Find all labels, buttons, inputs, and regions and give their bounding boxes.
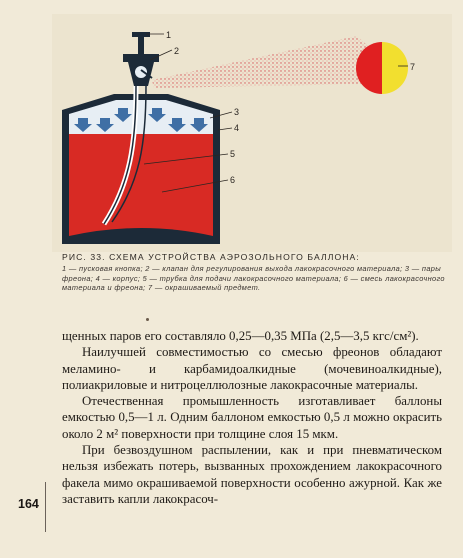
callout-2: 2 [174,46,180,56]
callout-5: 5 [230,149,236,159]
actuator-button [123,32,159,86]
callout-1: 1 [166,30,172,40]
paragraph: При безвоздушном распылении, как и при пневматическом нельзя избежать потерь, вызванных прохождением лакокрасочного факела мимо окрашиваемой поверхности особенно ажурной. Как же заставить капли лакокрасоч- [62,443,442,506]
spray-plume [152,36,377,88]
figure-caption [62,253,447,292]
callout-4: 4 [234,123,240,133]
callout-7: 7 [410,62,416,72]
body-text [62,328,442,507]
aerosol-can-diagram [52,14,452,252]
stray-dot [146,318,149,321]
paragraph: щенных паров его составляло 0,25—0,35 МПа (2,5—3,5 кгс/см²). [62,329,419,343]
caption-legend: 1 — пусковая кнопка; 2 — клапан для регулирования выхода лакокрасочного материала; 3 — пары фреона; 4 — корпус; 5 — трубка для подачи лакокрасочного материала; 6 — смесь лакокрасочного материала и фреона; 7 — окрашиваемый предмет. [62,264,445,292]
can-body [62,94,220,244]
callout-6: 6 [230,175,236,185]
page-number: 164 [18,497,39,511]
paragraph: Наилучшей совместимостью со смесью фреонов обладают меламино- и карбамидоалкидные (мочевиноалкидные), полиакриловые и нитроцеллюлозные лакокрасочные материалы. [62,345,442,392]
callout-3: 3 [234,107,240,117]
margin-rule [45,482,46,532]
caption-title: РИС. 33. СХЕМА УСТРОЙСТВА АЭРОЗОЛЬНОГО БАЛЛОНА: [62,252,360,262]
paragraph: Отечественная промышленность изготавливает баллоны емкостью 0,5—1 л. Одним баллоном емкостью 0,5 л можно окрасить около 2 м² поверхности при толщине слоя 15 мкм. [62,394,442,441]
figure-33 [52,14,452,252]
painted-surface-disc [356,42,408,94]
